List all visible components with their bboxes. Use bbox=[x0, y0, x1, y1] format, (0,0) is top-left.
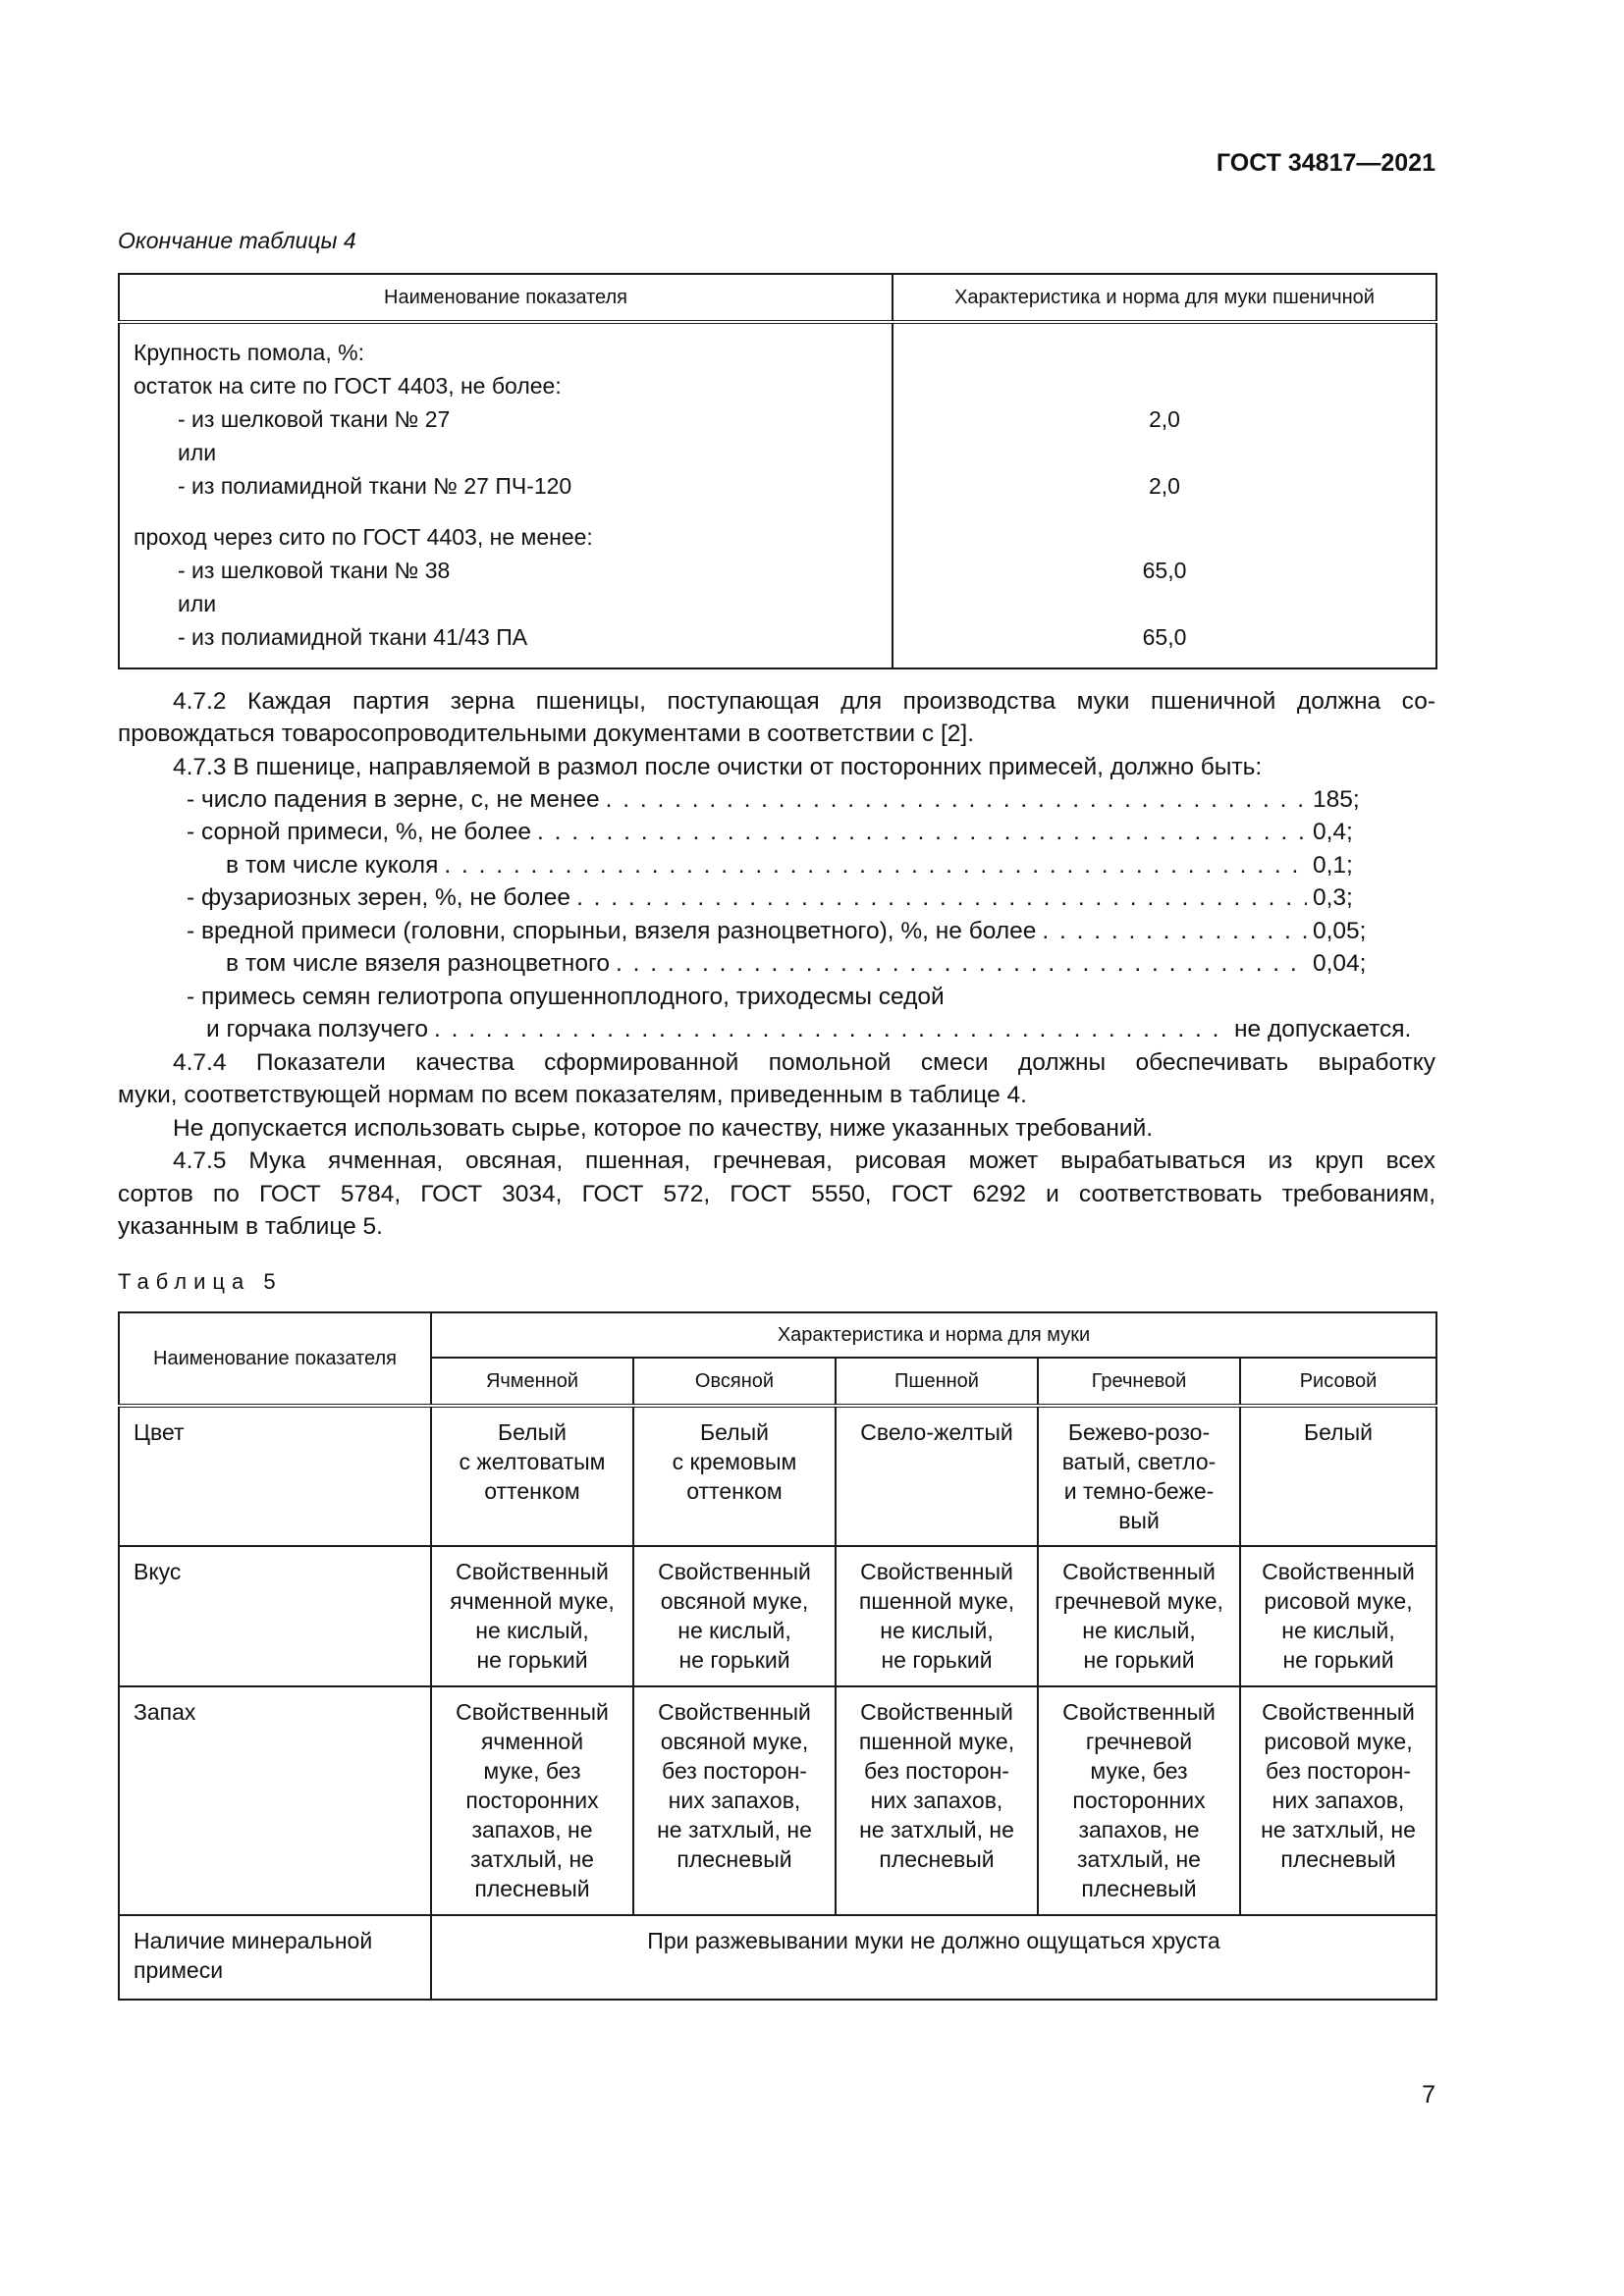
requirement-label: - фузариозных зерен, %, не более bbox=[187, 884, 571, 911]
table-5 bbox=[118, 1311, 1437, 2001]
table-4-value: 2,0 bbox=[1149, 406, 1180, 432]
paragraph-4-7-2-line-1: 4.7.2 Каждая партия зерна пшеницы, поступающая для производства муки пшеничной должна со- bbox=[173, 688, 1435, 715]
requirement-value: 0,4; bbox=[1313, 819, 1353, 845]
table-5-row-name: Наличие минеральной примеси bbox=[119, 1915, 431, 2000]
table-4-line: или bbox=[178, 440, 217, 465]
table-4 bbox=[118, 273, 1437, 669]
table-5-row-name: Вкус bbox=[119, 1546, 431, 1686]
requirement-value: 0,3; bbox=[1313, 884, 1353, 911]
table-5-caption: Таблица 5 bbox=[118, 1269, 283, 1294]
table-5-cell: Свойственный ячменной муке, не кислый, не горький bbox=[431, 1546, 633, 1686]
table-5-row-name: Запах bbox=[119, 1686, 431, 1915]
paragraph-4-7-4-line-1: 4.7.4 Показатели качества сформированной помольной смеси должны обеспечивать выработку bbox=[173, 1049, 1435, 1076]
table-5-cell: Белый bbox=[1240, 1406, 1436, 1546]
requirement-item bbox=[118, 947, 1435, 980]
table-5-cell: Свойственный пшенной муке, не кислый, не горький bbox=[836, 1546, 1038, 1686]
table-5-row-smell bbox=[119, 1686, 1436, 1915]
table-5-header-name: Наименование показателя bbox=[119, 1312, 431, 1406]
paragraph-4-7-5-line-1: 4.7.5 Мука ячменная, овсяная, пшенная, гречневая, рисовая может вырабатываться из круп всех bbox=[173, 1148, 1435, 1174]
table-5-flour-type: Гречневой bbox=[1038, 1358, 1240, 1406]
table-5-cell: Свойственный пшенной муке, без посторон- них запахов, не затхлый, не плесневый bbox=[836, 1686, 1038, 1915]
table-4-name-cell bbox=[119, 322, 893, 668]
table-4-header-name: Наименование показателя bbox=[119, 274, 893, 322]
requirement-label: в том числе куколя bbox=[226, 852, 439, 879]
table-5-mineral-value: При разжевывании муки не должно ощущаться хруста bbox=[431, 1915, 1436, 2000]
requirement-item bbox=[118, 915, 1435, 947]
table-4-line: остаток на сите по ГОСТ 4403, не более: bbox=[134, 373, 562, 399]
requirement-label: - число падения в зерне, с, не менее bbox=[187, 786, 600, 813]
table-5-cell: Свойственный рисовой муке, без посторон- них запахов, не затхлый, не плесневый bbox=[1240, 1686, 1436, 1915]
requirement-value: 0,05; bbox=[1313, 918, 1367, 944]
paragraph-not-allowed: Не допускается использовать сырье, которое по качеству, ниже указанных требований. bbox=[173, 1115, 1154, 1142]
table-4-line: - из шелковой ткани № 38 bbox=[178, 558, 451, 583]
table-4-row-grind-size bbox=[119, 322, 1436, 668]
table-5-row-mineral bbox=[119, 1915, 1436, 2000]
table-5-cell: Свойственный овсяной муке, без посторон- них запахов, не затхлый, не плесневый bbox=[633, 1686, 836, 1915]
table-5-row-color bbox=[119, 1406, 1436, 1546]
table-5-header-row bbox=[119, 1312, 1436, 1358]
table-4-value: 65,0 bbox=[1142, 558, 1187, 583]
requirement-item bbox=[118, 881, 1435, 914]
table-5-cell: Бежево-розо- ватый, светло- и темно-беже- вый bbox=[1038, 1406, 1240, 1546]
table-4-header-value: Характеристика и норма для муки пшеничной bbox=[893, 274, 1436, 322]
table-5-cell: Свойственный гречневой муке, не кислый, не горький bbox=[1038, 1546, 1240, 1686]
requirement-value: не допускается. bbox=[1234, 1016, 1412, 1042]
paragraph-4-7-5-line-2: сортов по ГОСТ 5784, ГОСТ 3034, ГОСТ 572, ГОСТ 5550, ГОСТ 6292 и соответствовать требованиям, bbox=[118, 1181, 1435, 1207]
table-5-cell: Белый с желтоватым оттенком bbox=[431, 1406, 633, 1546]
table-5-header-group: Характеристика и норма для муки bbox=[431, 1312, 1436, 1358]
table-5-cell: Свойственный рисовой муке, не кислый, не горький bbox=[1240, 1546, 1436, 1686]
table-4-line: - из полиамидной ткани 41/43 ПА bbox=[178, 624, 528, 650]
table-5-cell: Белый с кремовым оттенком bbox=[633, 1406, 836, 1546]
requirement-item bbox=[118, 816, 1435, 848]
requirement-item bbox=[118, 1013, 1435, 1045]
paragraph-4-7-4-line-2: муки, соответствующей нормам по всем показателям, приведенным в таблице 4. bbox=[118, 1082, 1027, 1108]
table-4-line: проход через сито по ГОСТ 4403, не менее: bbox=[134, 524, 593, 550]
requirement-label: и горчака ползучего bbox=[206, 1016, 428, 1042]
table-5-flour-type: Ячменной bbox=[431, 1358, 633, 1406]
table-4-value: 65,0 bbox=[1142, 624, 1187, 650]
table-5-flour-type: Пшенной bbox=[836, 1358, 1038, 1406]
paragraph-4-7-5-line-3: указанным в таблице 5. bbox=[118, 1213, 383, 1240]
page-number: 7 bbox=[1422, 2081, 1435, 2109]
table-5-cell: Свойственный овсяной муке, не кислый, не горький bbox=[633, 1546, 836, 1686]
table-5-flour-type: Овсяной bbox=[633, 1358, 836, 1406]
document-code: ГОСТ 34817—2021 bbox=[1216, 149, 1435, 177]
requirement-value: 0,04; bbox=[1313, 950, 1367, 977]
table-4-header-row bbox=[119, 274, 1436, 322]
table-4-line: или bbox=[178, 591, 217, 616]
table-4-line: - из полиамидной ткани № 27 ПЧ-120 bbox=[178, 473, 572, 499]
paragraph-4-7-2-line-2: провождаться товаросопроводительными документами в соответствии с [2]. bbox=[118, 721, 974, 747]
table-4-value-cell bbox=[893, 322, 1436, 668]
requirement-label: - вредной примеси (головни, спорыньи, вязеля разноцветного), %, не более bbox=[187, 918, 1037, 944]
table-4-line: - из шелковой ткани № 27 bbox=[178, 406, 451, 432]
table-5-cell: Свело-желтый bbox=[836, 1406, 1038, 1546]
requirement-value: 0,1; bbox=[1313, 852, 1353, 879]
table-5-flour-type: Рисовой bbox=[1240, 1358, 1436, 1406]
table-5-cell: Свойственный гречневой муке, без посторонних запахов, не затхлый, не плесневый bbox=[1038, 1686, 1240, 1915]
requirement-label: - сорной примеси, %, не более bbox=[187, 819, 532, 845]
table-5-row-taste bbox=[119, 1546, 1436, 1686]
table-4-line: Крупность помола, %: bbox=[134, 340, 364, 365]
requirement-label: в том числе вязеля разноцветного bbox=[226, 950, 610, 977]
table-4-continuation-caption: Окончание таблицы 4 bbox=[118, 228, 356, 253]
table-5-row-name: Цвет bbox=[119, 1406, 431, 1546]
table-5-cell: Свойственный ячменной муке, без посторонних запахов, не затхлый, не плесневый bbox=[431, 1686, 633, 1915]
requirement-value: 185; bbox=[1313, 786, 1360, 813]
requirement-item bbox=[118, 849, 1435, 881]
table-4-value: 2,0 bbox=[1149, 473, 1180, 499]
requirement-item-multiline-first: - примесь семян гелиотропа опушенноплодного, триходесмы седой bbox=[187, 984, 945, 1010]
paragraph-4-7-3: 4.7.3 В пшенице, направляемой в размол после очистки от посторонних примесей, должно быть: bbox=[173, 754, 1263, 780]
requirement-item bbox=[118, 783, 1435, 816]
